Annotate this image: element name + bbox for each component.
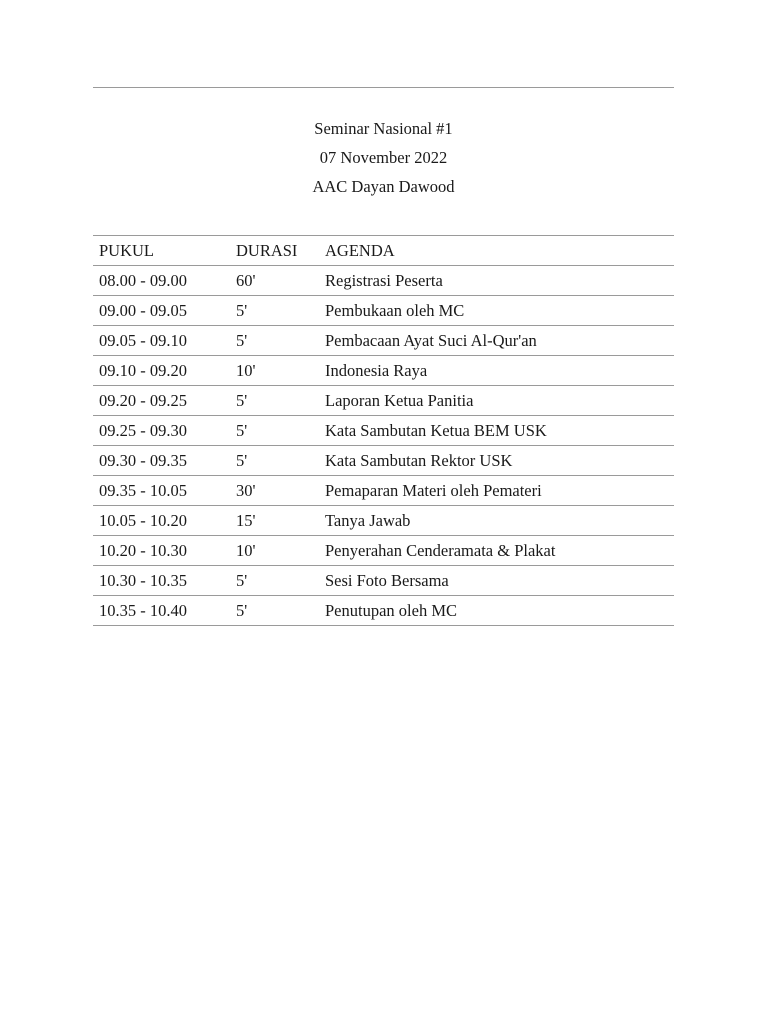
table-row (93, 296, 674, 326)
top-divider (93, 87, 674, 88)
cell-time: 09.00 - 09.05 (93, 296, 230, 326)
table-row (93, 356, 674, 386)
cell-duration: 5' (230, 296, 319, 326)
cell-agenda: Kata Sambutan Rektor USK (319, 446, 674, 476)
table-row (93, 446, 674, 476)
cell-agenda: Laporan Ketua Panitia (319, 386, 674, 416)
cell-time: 09.05 - 09.10 (93, 326, 230, 356)
cell-duration: 60' (230, 266, 319, 296)
table-row (93, 476, 674, 506)
table-row (93, 506, 674, 536)
cell-agenda: Pembukaan oleh MC (319, 296, 674, 326)
column-header-time: PUKUL (93, 236, 230, 266)
cell-duration: 30' (230, 476, 319, 506)
cell-time: 08.00 - 09.00 (93, 266, 230, 296)
cell-time: 09.20 - 09.25 (93, 386, 230, 416)
cell-time: 10.35 - 10.40 (93, 596, 230, 626)
document-header (93, 114, 674, 201)
column-header-agenda: AGENDA (319, 236, 674, 266)
event-title: Seminar Nasional #1 (314, 119, 453, 138)
cell-agenda: Pemaparan Materi oleh Pemateri (319, 476, 674, 506)
cell-agenda: Sesi Foto Bersama (319, 566, 674, 596)
table-row (93, 386, 674, 416)
cell-agenda: Kata Sambutan Ketua BEM USK (319, 416, 674, 446)
cell-time: 09.10 - 09.20 (93, 356, 230, 386)
cell-time: 10.05 - 10.20 (93, 506, 230, 536)
cell-time: 10.30 - 10.35 (93, 566, 230, 596)
cell-time: 10.20 - 10.30 (93, 536, 230, 566)
cell-time: 09.30 - 09.35 (93, 446, 230, 476)
table-row (93, 416, 674, 446)
cell-duration: 5' (230, 566, 319, 596)
cell-duration: 10' (230, 536, 319, 566)
cell-duration: 5' (230, 326, 319, 356)
cell-time: 09.25 - 09.30 (93, 416, 230, 446)
column-header-duration: DURASI (230, 236, 319, 266)
cell-agenda: Registrasi Peserta (319, 266, 674, 296)
table-row (93, 596, 674, 626)
cell-duration: 5' (230, 386, 319, 416)
cell-duration: 15' (230, 506, 319, 536)
table-header-row (93, 236, 674, 266)
table-row (93, 536, 674, 566)
cell-duration: 5' (230, 446, 319, 476)
table-row (93, 566, 674, 596)
event-venue: AAC Dayan Dawood (312, 177, 455, 196)
event-date: 07 November 2022 (319, 148, 448, 167)
table-row (93, 326, 674, 356)
cell-duration: 10' (230, 356, 319, 386)
cell-duration: 5' (230, 596, 319, 626)
schedule-table (93, 235, 674, 626)
cell-agenda: Pembacaan Ayat Suci Al-Qur'an (319, 326, 674, 356)
cell-agenda: Indonesia Raya (319, 356, 674, 386)
cell-agenda: Penutupan oleh MC (319, 596, 674, 626)
cell-duration: 5' (230, 416, 319, 446)
cell-agenda: Tanya Jawab (319, 506, 674, 536)
cell-agenda: Penyerahan Cenderamata & Plakat (319, 536, 674, 566)
cell-time: 09.35 - 10.05 (93, 476, 230, 506)
table-row (93, 266, 674, 296)
